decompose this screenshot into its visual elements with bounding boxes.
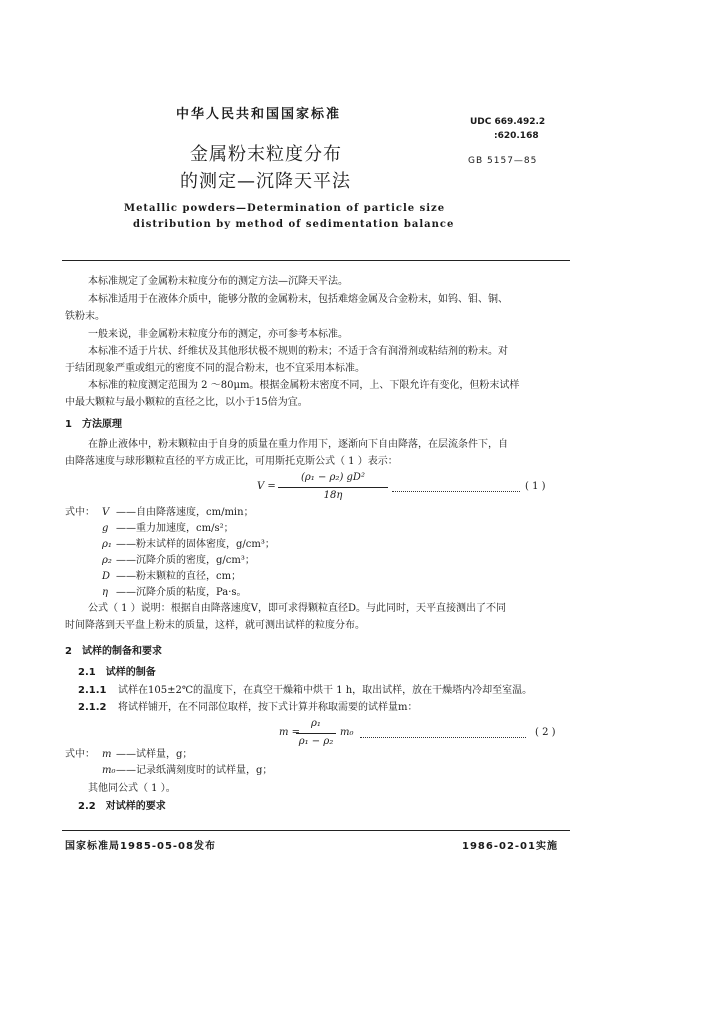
equation-2-tag: ( 2 ) bbox=[535, 727, 556, 738]
header-divider bbox=[62, 260, 570, 261]
variable-description: ——试样量，g； bbox=[116, 749, 193, 760]
variable-symbol: m bbox=[102, 749, 112, 760]
variable-symbol: m₀ bbox=[102, 765, 116, 776]
clause-2-1-2-text: 将试样铺开，在不同部位取样，按下式计算并称取需要的试样量m： bbox=[118, 702, 418, 713]
section-2-heading: 2 试样的制备和要求 bbox=[65, 646, 162, 657]
equation-1-lhs: V = bbox=[257, 481, 276, 492]
equation-2-lhs: m = bbox=[279, 727, 301, 738]
intro-paragraph-2-cont: 铁粉末。 bbox=[65, 311, 105, 322]
document-title-line2: 的测定—沉降天平法 bbox=[180, 171, 351, 192]
udc-code-continued: :620.168 bbox=[494, 131, 539, 141]
effective-date: 1986-02-01实施 bbox=[462, 841, 558, 852]
equation-1-leader bbox=[392, 491, 520, 492]
equation-2-rhs: m₀ bbox=[340, 727, 354, 738]
udc-code: UDC 669.492.2 bbox=[470, 117, 546, 127]
document-title-line1: 金属粉末粒度分布 bbox=[190, 144, 342, 165]
intro-paragraph-4-cont: 于结团现象严重或组元的密度不同的混合粉末，也不宜采用本标准。 bbox=[65, 363, 365, 374]
english-title-line2: distribution by method of sedimentation balance bbox=[133, 219, 455, 230]
equation-2-numerator: ρ₁ bbox=[311, 718, 321, 729]
variable-symbol: g bbox=[102, 523, 109, 534]
section-1-paragraph-cont: 由降落速度与球形颗粒直径的平方成正比，可用斯托克斯公式（ 1 ）表示： bbox=[65, 456, 398, 467]
variable-symbol: D bbox=[102, 571, 111, 582]
variable-description: ——粉末颗粒的直径，cm； bbox=[116, 571, 242, 582]
clause-2-1-1-number: 2.1.1 bbox=[78, 685, 107, 696]
equation-2-leader bbox=[360, 737, 526, 738]
equation-1-fraction-bar bbox=[278, 487, 388, 488]
variable-description: ——沉降介质的粘度，Pa·s。 bbox=[116, 587, 247, 598]
equation-1-denominator: 18η bbox=[323, 490, 343, 501]
equation-1-numerator: (ρ₁ − ρ₂) gD² bbox=[301, 472, 365, 483]
variable-description: ——记录纸满刻度时的试样量，g； bbox=[116, 765, 273, 776]
intro-paragraph-5: 本标准的粒度测定范围为 2 ～80μm。根据金属粉末密度不同，上、下限允许有变化，但粉末试样 bbox=[88, 380, 520, 391]
intro-paragraph-3: 一般来说，非金属粉末粒度分布的测定，亦可参考本标准。 bbox=[88, 329, 348, 340]
subsection-2-2-heading: 2.2 对试样的要求 bbox=[78, 801, 166, 812]
equation-1-tag: ( 1 ) bbox=[525, 481, 546, 492]
national-standard-title: 中华人民共和国国家标准 bbox=[176, 107, 342, 122]
equation-2-denominator: ρ₁ − ρ₂ bbox=[298, 736, 334, 747]
variable-symbol: η bbox=[102, 587, 108, 598]
intro-paragraph-4: 本标准不适于片状、纤维状及其他形状极不规则的粉末；不适于含有润滑剂或粘结剂的粉末。对 bbox=[88, 346, 508, 357]
variable-description: ——沉降介质的密度，g/cm³； bbox=[116, 555, 255, 566]
section-1-paragraph-2-cont: 时间降落到天平盘上粉末的质量，这样，就可测出试样的粒度分布。 bbox=[65, 620, 365, 631]
intro-paragraph-5-cont: 中最大颗粒与最小颗粒的直径之比，以小于15倍为宜。 bbox=[65, 397, 308, 408]
footer-divider bbox=[62, 830, 570, 831]
other-symbols-note: 其他同公式（ 1 ）。 bbox=[88, 783, 176, 794]
variable-description: ——重力加速度，cm/s²； bbox=[116, 523, 234, 534]
subsection-2-1-heading: 2.1 试样的制备 bbox=[78, 667, 156, 678]
intro-paragraph-2: 本标准适用于在液体介质中，能够分散的金属粉末，包括难熔金属及合金粉末，如钨、钼、铜、 bbox=[88, 294, 508, 305]
clause-2-1-2-number: 2.1.2 bbox=[78, 702, 107, 713]
english-title-line1: Metallic powders—Determination of particle size bbox=[124, 203, 446, 214]
gb-standard-number: GB 5157—85 bbox=[468, 156, 538, 166]
variable-description: ——自由降落速度，cm/min； bbox=[116, 507, 254, 518]
section-1-paragraph: 在静止液体中，粉末颗粒由于自身的质量在重力作用下，逐渐向下自由降落，在层流条件下，自 bbox=[88, 439, 508, 450]
intro-paragraph-1: 本标准规定了金属粉末粒度分布的测定方法—沉降天平法。 bbox=[88, 276, 348, 287]
variable-symbol: ρ₁ bbox=[102, 539, 112, 550]
section-1-heading: 1 方法原理 bbox=[65, 419, 122, 430]
where-label-2: 式中： bbox=[65, 749, 95, 760]
clause-2-1-1-text: 试样在105±2℃的温度下，在真空干燥箱中烘干 1 h，取出试样，放在干燥塔内冷却至室温。 bbox=[118, 685, 533, 696]
variable-symbol: ρ₂ bbox=[102, 555, 112, 566]
issue-date: 国家标准局1985-05-08发布 bbox=[65, 841, 216, 852]
equation-2-fraction-bar bbox=[296, 733, 336, 734]
section-1-paragraph-2: 公式（ 1 ）说明：根据自由降落速度V，即可求得颗粒直径D。与此同时，天平直接测出了不同 bbox=[88, 603, 506, 614]
variable-description: ——粉末试样的固体密度，g/cm³； bbox=[116, 539, 275, 550]
variable-symbol: V bbox=[102, 507, 110, 518]
where-label-1: 式中： bbox=[65, 507, 95, 518]
